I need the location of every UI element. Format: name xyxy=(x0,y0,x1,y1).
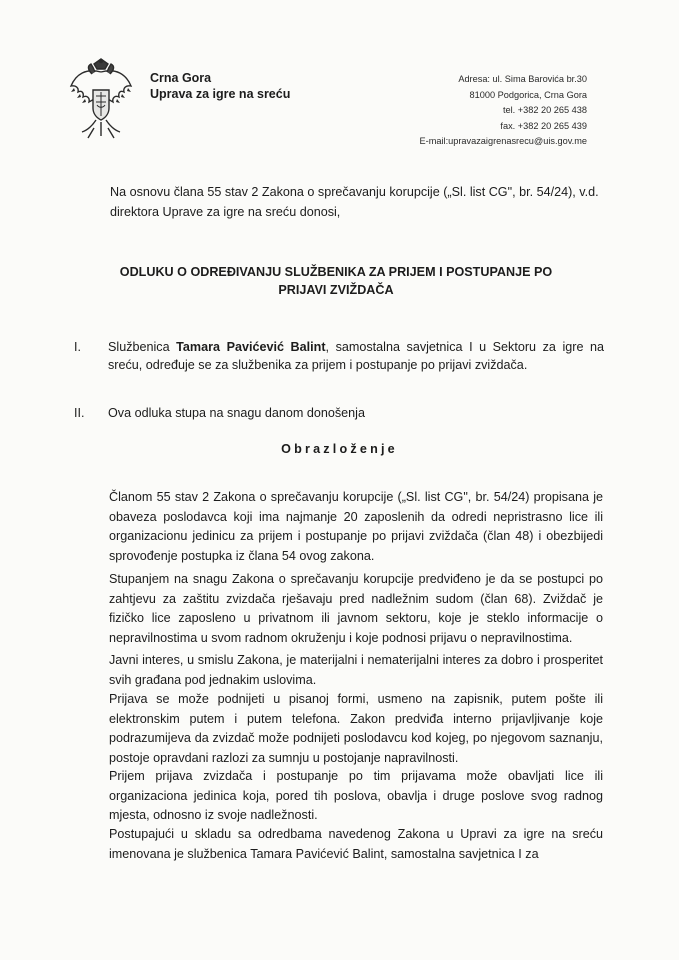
organization-name xyxy=(150,70,290,102)
item-number: II. xyxy=(74,406,85,420)
contact-block xyxy=(420,72,587,150)
contact-city: 81000 Podgorica, Crna Gora xyxy=(469,89,587,100)
item-number: I. xyxy=(74,340,81,354)
item-text-end: , samostalna savjetnica I u Sektoru za igre na sreću, određuje se za službenika za prijem i postupanje po prijavi zviždača. xyxy=(108,340,605,372)
item-text-start: Službenica xyxy=(108,340,177,354)
employee-name: Tamara Pavićević Balint xyxy=(176,340,326,354)
org-country: Crna Gora xyxy=(150,71,212,85)
rationale-paragraph: Prijava se može podnijeti u pisanoj formi, usmeno na zapisnik, putem pošte ili elektronskim putem i putem telefona. Zakon predviđa interno prijavljivanje koje podrazumijeva da zvizdač može podnijeti poslodavcu kod kojeg, po njegovom saznanju, postoje opravdani razlozi za sumnju u postojanje napravilnosti. xyxy=(109,692,603,765)
item-text: Ova odluka stupa na snagu danom donošenja xyxy=(108,406,365,420)
contact-phone: tel. +382 20 265 438 xyxy=(502,105,587,115)
contact-address: Adresa: ul. Sima Barovića br.30 xyxy=(458,74,587,84)
rationale-heading: Obrazloženje xyxy=(281,442,398,456)
coat-of-arms-icon xyxy=(68,58,134,140)
decision-title: ODLUKU O ODREĐIVANJU SLUŽBENIKA ZA PRIJEM I POSTUPANJE PO PRIJAVI ZVIŽDAČA xyxy=(119,265,553,297)
item-text xyxy=(108,338,604,374)
rationale-paragraph: Postupajući u skladu sa odredbama navedenog Zakona u Upravi za igre na sreću imenovana je službenica Tamara Pavićević Balint, samostalna savjetnica I za xyxy=(109,827,603,861)
rationale-paragraph: Stupanjem na snagu Zakona o sprečavanju korupcije predviđeno je da se postupci po zahtjevu za zaštitu zvizdača rješavaju pred nadležnim sudom (član 68). Zviždač je fizičko lice zaposleno u privatnom ili javnom sektoru, koje je steklo informacije o nepravilnostima u svom radnom okruženju i koje podnosi prijavu o nepravilnostima. xyxy=(109,572,603,645)
rationale-paragraph: Javni interes, u smislu Zakona, je materijalni i nematerijalni interes za dobro i prosperitet svih građana pod jednakim uslovima. xyxy=(109,653,603,687)
intro-paragraph: Na osnovu člana 55 stav 2 Zakona o sprečavanju korupcije („Sl. list CG", br. 54/24), v.d. direktora Uprave za igre na sreću donosi, xyxy=(110,185,599,219)
contact-email: E-mail:upravazaigrenasrecu@uis.gov.me xyxy=(419,136,587,146)
rationale-paragraph: Članom 55 stav 2 Zakona o sprečavanju korupcije („Sl. list CG", br. 54/24) propisana je obaveza poslodavca koji ima najmanje 20 zaposlenih da odredi nepristrasno lice ili organizacionu jedinicu za prijem i postupanje po prijavi zviždača (član 48) i obezbijedi sprovođenje postupka iz člana 54 ovog zakona. xyxy=(109,490,603,563)
decision-item xyxy=(74,404,604,422)
decision-item xyxy=(74,338,604,374)
org-agency: Uprava za igre na sreću xyxy=(150,87,291,101)
contact-fax: fax. +382 20 265 439 xyxy=(500,120,587,131)
rationale-paragraph: Prijem prijava zvizdača i postupanje po tim prijavama može obavljati lice ili organizaciona jedinica koja, pored tih poslova, obavlja i druge poslove svog radnog mjesta, odnosno iz svoje nadležnosti. xyxy=(109,769,603,823)
